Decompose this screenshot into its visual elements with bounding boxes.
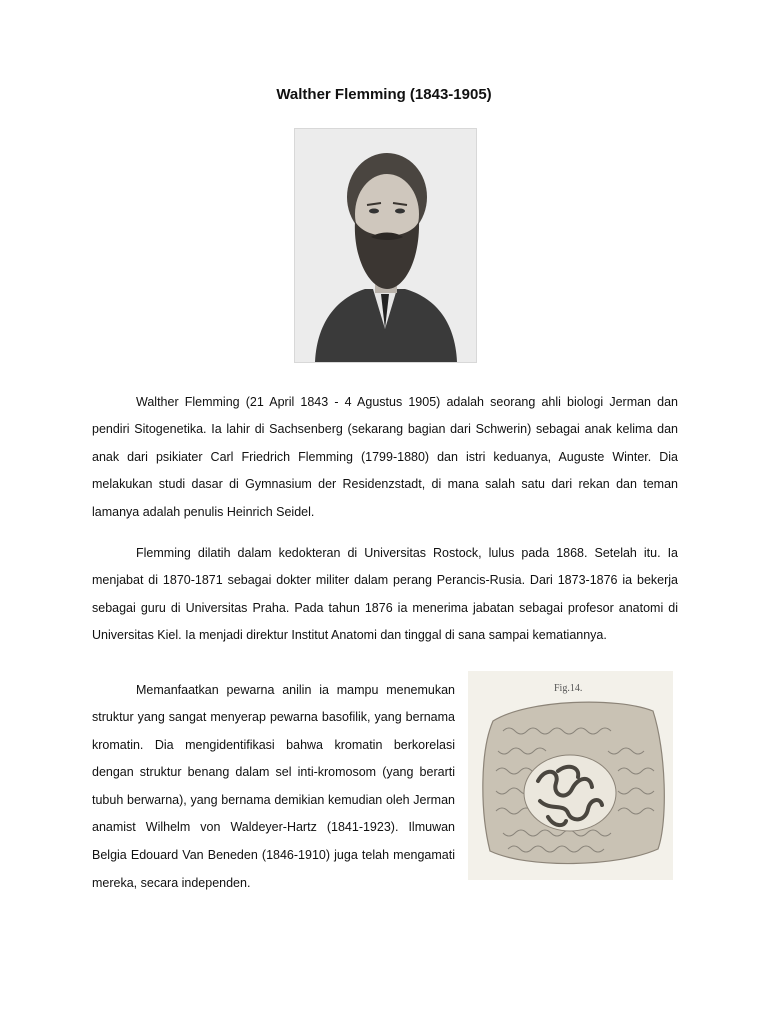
paragraph-2: Flemming dilatih dalam kedokteran di Universitas Rostock, lulus pada 1868. Setelah itu. Ia menjabat di 1870-1871 sebagai dokter militer dalam perang Perancis-Rusia. Dari 1873-1876 ia bekerja sebagai guru di Universitas Praha. Pada tahun 1876 ia menerima jabatan sebagai profesor anatomi di Universitas Kiel. Ia menjadi direktur Institut Anatomi dan tinggal di sana sampai kematiannya. bbox=[92, 545, 678, 643]
document-title: Walther Flemming (1843-1905) bbox=[276, 86, 492, 103]
chromosome-figure bbox=[468, 671, 673, 880]
figure-label: Fig.14. bbox=[554, 683, 583, 694]
portrait-image bbox=[294, 128, 477, 363]
paragraph-3: Memanfaatkan pewarna anilin ia mampu menemukan struktur yang sangat menyerap pewarna basofilik, yang bernama kromatin. Dia mengidentifikasi bahwa kromatin berkorelasi dengan struktur benang dalam sel inti-kromosom (yang berarti tubuh berwarna), yang bernama demikian kemudian oleh Jerman anamist Wilhelm von Waldeyer-Hartz (1841-1923). Ilmuwan Belgia Edouard Van Beneden (1846-1910) juga telah mengamati mereka, secara independen. bbox=[92, 682, 455, 890]
paragraph-1: Walther Flemming (21 April 1843 - 4 Agustus 1905) adalah seorang ahli biologi Jerman dan pendiri Sitogenetika. Ia lahir di Sachsenberg (sekarang bagian dari Schwerin) sebagai anak kelima dan anak dari psikiater Carl Friedrich Flemming (1799-1880) dan istri keduanya, Auguste Winter. Dia melakukan studi dasar di Gymnasium der Residenzstadt, di mana salah satu dari rekan dan teman lamanya adalah penulis Heinrich Seidel. bbox=[92, 394, 678, 519]
